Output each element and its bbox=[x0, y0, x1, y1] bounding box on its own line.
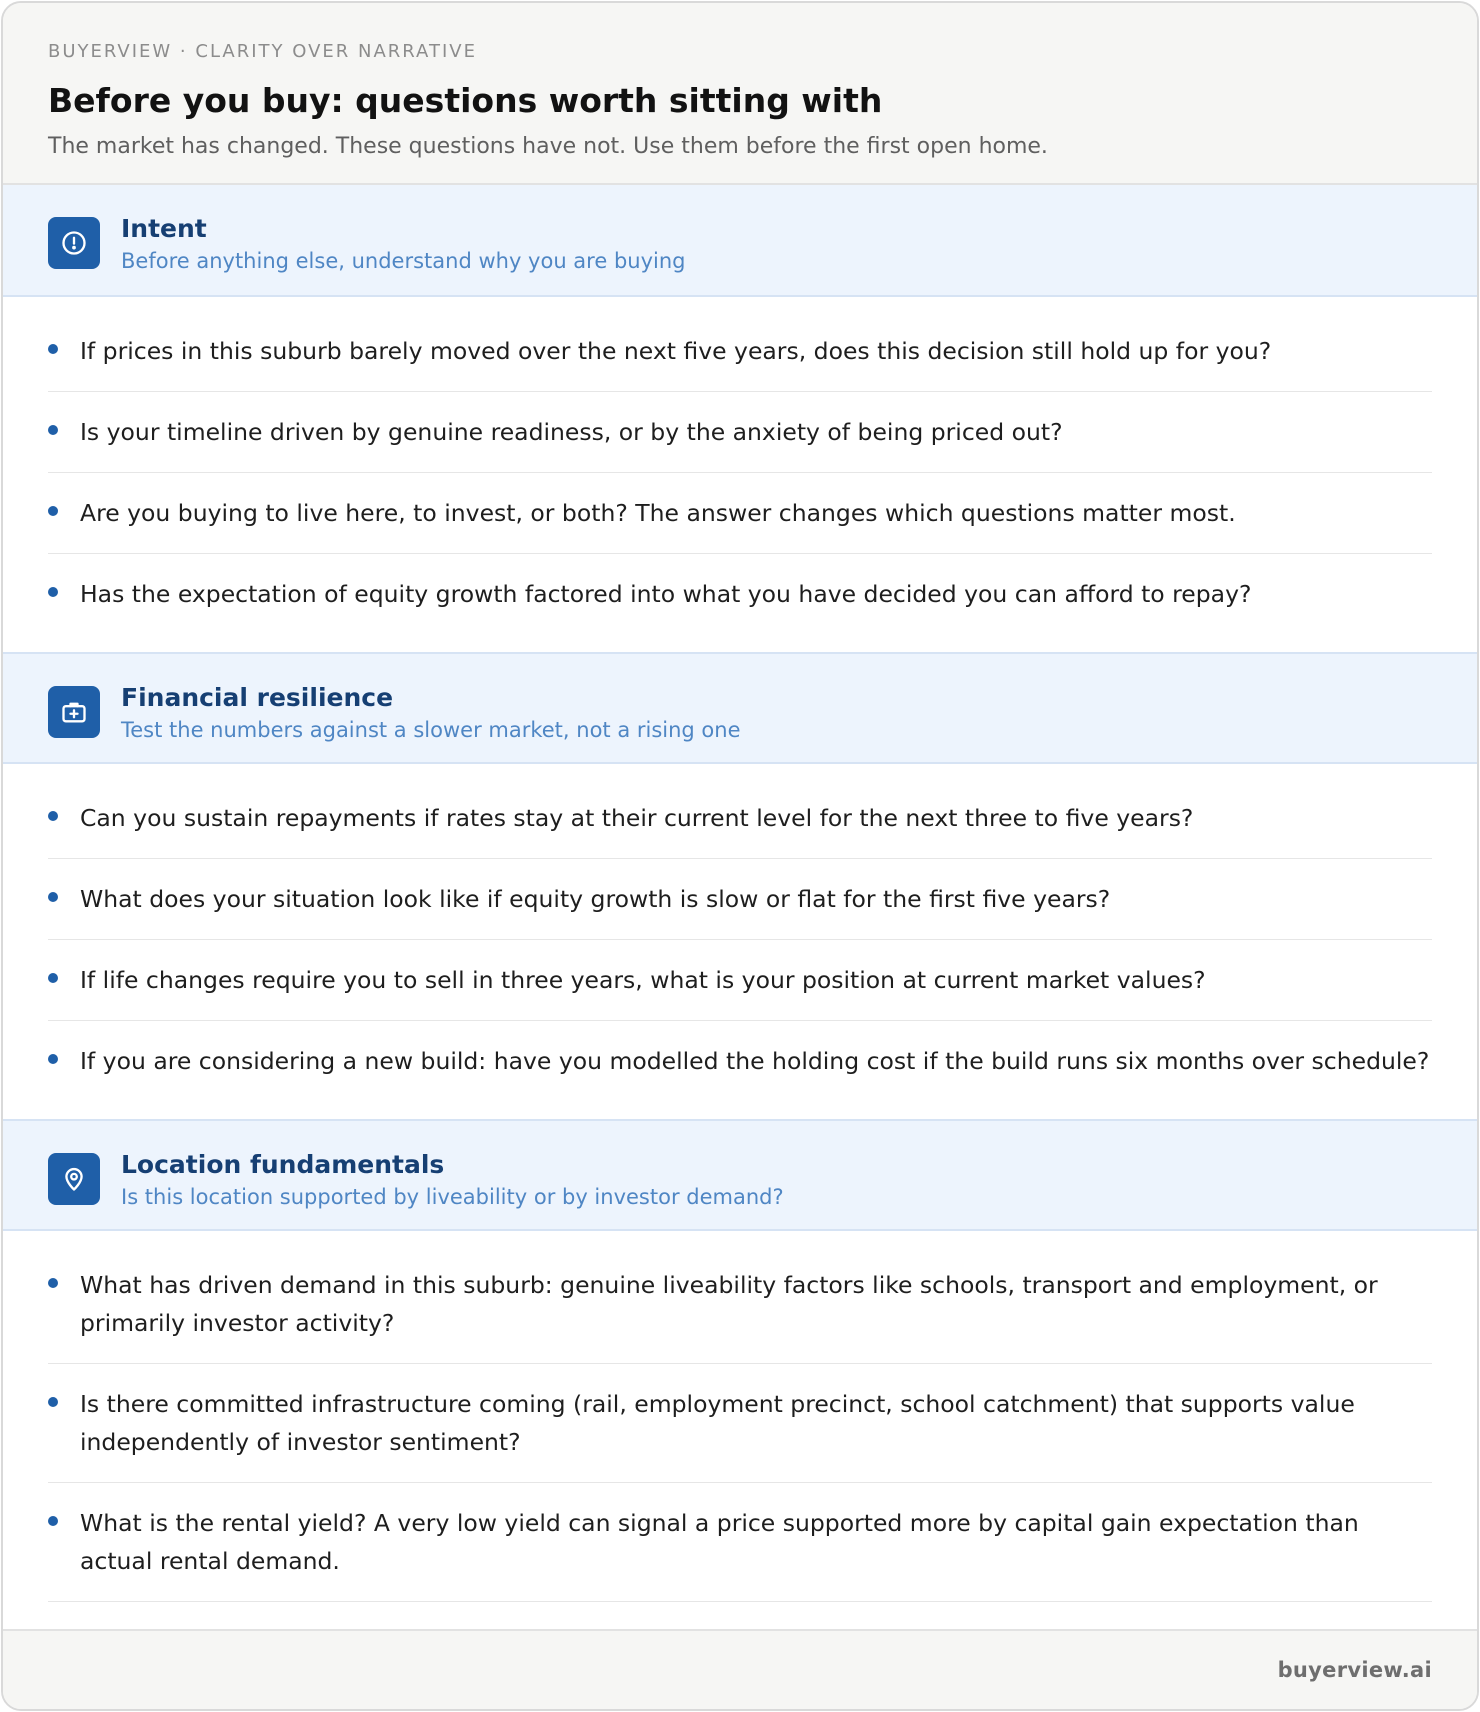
location-pin-icon bbox=[48, 1153, 100, 1205]
bullet-icon bbox=[48, 425, 58, 435]
list-item bbox=[48, 1245, 1432, 1364]
alert-circle-icon bbox=[48, 217, 100, 269]
question-text: What does your situation look like if equity growth is slow or flat for the first five years? bbox=[80, 885, 1111, 913]
section-financial-resilience bbox=[3, 652, 1477, 1119]
section-title: Location fundamentals bbox=[121, 1150, 445, 1179]
question-text: Can you sustain repayments if rates stay at their current level for the next three to five years? bbox=[80, 804, 1194, 832]
list-item bbox=[48, 940, 1432, 1021]
list-item bbox=[48, 1364, 1432, 1483]
question-text: Are you buying to live here, to invest, or both? The answer changes which questions matter most. bbox=[80, 499, 1236, 527]
page-title: Before you buy: questions worth sitting with bbox=[48, 81, 883, 120]
list-item bbox=[48, 473, 1432, 554]
question-text: If life changes require you to sell in three years, what is your position at current market values? bbox=[80, 966, 1206, 994]
question-list bbox=[3, 764, 1477, 1119]
bullet-icon bbox=[48, 587, 58, 597]
list-item bbox=[48, 778, 1432, 859]
question-text: Has the expectation of equity growth factored into what you have decided you can afford to repay? bbox=[80, 580, 1252, 608]
list-item bbox=[48, 859, 1432, 940]
eyebrow-label: BUYERVIEW · CLARITY OVER NARRATIVE bbox=[48, 41, 477, 62]
question-text: Is your timeline driven by genuine readiness, or by the anxiety of being priced out? bbox=[80, 418, 1063, 446]
bullet-icon bbox=[48, 973, 58, 983]
brand-link[interactable]: buyerview.ai bbox=[1277, 1658, 1432, 1682]
questions-card bbox=[1, 1, 1479, 1711]
card-footer bbox=[3, 1629, 1477, 1709]
section-title: Intent bbox=[121, 214, 207, 243]
question-list bbox=[3, 297, 1477, 652]
section-intent bbox=[3, 185, 1477, 652]
bullet-icon bbox=[48, 811, 58, 821]
question-text: What is the rental yield? A very low yield can signal a price supported more by capital gain expectation than actual rental demand. bbox=[80, 1509, 1359, 1575]
list-item bbox=[48, 311, 1432, 392]
question-text: What has driven demand in this suburb: genuine liveability factors like schools, transport and employment, or primarily investor activity? bbox=[80, 1271, 1378, 1337]
card-header bbox=[3, 3, 1477, 185]
section-header bbox=[3, 1119, 1477, 1231]
bullet-icon bbox=[48, 892, 58, 902]
section-location-fundamentals bbox=[3, 1119, 1477, 1700]
section-subtitle: Test the numbers against a slower market, not a rising one bbox=[121, 718, 741, 742]
question-text: If prices in this suburb barely moved over the next five years, does this decision still hold up for you? bbox=[80, 337, 1272, 365]
section-title: Financial resilience bbox=[121, 683, 394, 712]
page-subtitle: The market has changed. These questions have not. Use them before the first open home. bbox=[48, 134, 1048, 159]
list-item bbox=[48, 1021, 1432, 1101]
section-subtitle: Before anything else, understand why you are buying bbox=[121, 249, 686, 273]
bullet-icon bbox=[48, 1278, 58, 1288]
bullet-icon bbox=[48, 1397, 58, 1407]
briefcase-plus-icon bbox=[48, 686, 100, 738]
list-item bbox=[48, 392, 1432, 473]
list-item bbox=[48, 554, 1432, 634]
section-header bbox=[3, 185, 1477, 297]
bullet-icon bbox=[48, 344, 58, 354]
question-text: If you are considering a new build: have you modelled the holding cost if the build runs six months over schedule? bbox=[80, 1047, 1430, 1075]
section-header bbox=[3, 652, 1477, 764]
bullet-icon bbox=[48, 1516, 58, 1526]
bullet-icon bbox=[48, 506, 58, 516]
bullet-icon bbox=[48, 1054, 58, 1064]
list-item bbox=[48, 1483, 1432, 1602]
question-text: Is there committed infrastructure coming (rail, employment precinct, school catchment) that supports value independently of investor sentiment? bbox=[80, 1390, 1355, 1456]
section-subtitle: Is this location supported by liveability or by investor demand? bbox=[121, 1185, 784, 1209]
